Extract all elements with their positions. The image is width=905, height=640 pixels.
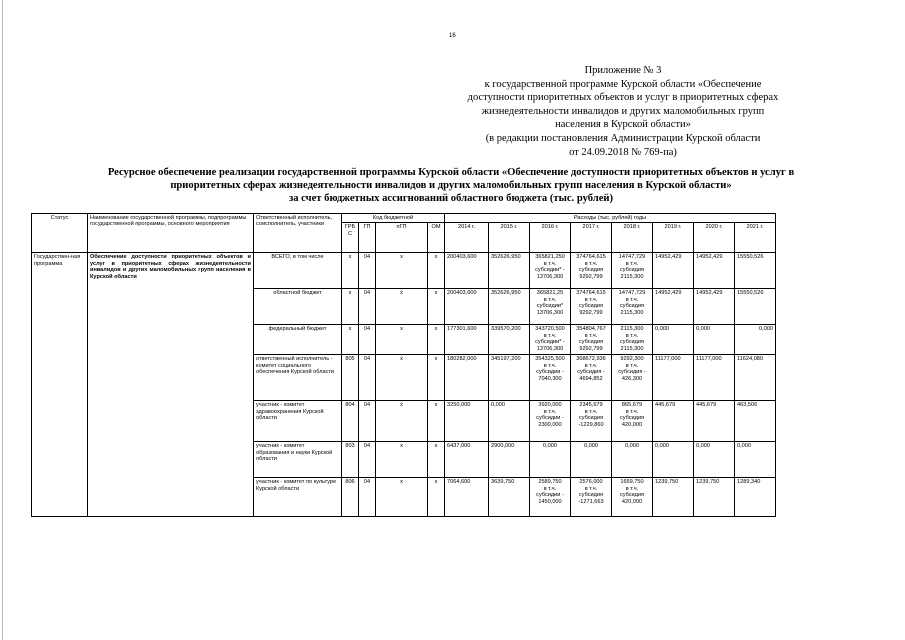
value-2017-note: в т.ч. субсидия 9292,799 (578, 296, 604, 316)
value-2020: 445,679 (694, 401, 735, 442)
value-2018-note: в т.ч. субсидия - 426,300 (618, 362, 646, 382)
value-2017 (571, 478, 612, 517)
om-cell: x (428, 442, 445, 478)
value-2016 (530, 325, 571, 355)
pgp-cell: x (376, 442, 428, 478)
gp-cell: 04 (359, 401, 376, 442)
pgp-cell: x (376, 325, 428, 355)
value-2020: 0,000 (694, 325, 735, 355)
value-2021: 1289,340 (735, 478, 776, 517)
value-2018 (612, 401, 653, 442)
value-2016-amount: 3920,000 (538, 402, 562, 409)
grbs-cell: x (342, 253, 359, 289)
value-2017-amount: 374764,615 (576, 254, 606, 261)
executor-cell: ответственный исполнитель - комитет социального обеспечения Курской области (254, 355, 342, 401)
value-2014: 200403,600 (445, 253, 489, 289)
value-2015: 339570,200 (489, 325, 530, 355)
appendix-line-2: к государственной программе Курской области «Обеспечение (484, 78, 762, 90)
value-2018-amount: 1659,750 (620, 479, 644, 486)
value-2017: 0,000 (571, 442, 612, 478)
header-status: Статус (32, 214, 88, 253)
value-2018-amount: 865,679 (621, 402, 643, 409)
executor-cell: федеральный бюджет (254, 325, 342, 355)
header-year-2017: 2017 г. (571, 223, 612, 253)
value-2018-note: в т.ч. субсидия 420,000 (619, 485, 645, 505)
pgp-cell: x (376, 289, 428, 325)
value-2017-note: в т.ч. субсидия 9292,799 (578, 332, 604, 352)
value-2017 (571, 401, 612, 442)
grbs-cell: 806 (342, 478, 359, 517)
value-2017 (571, 325, 612, 355)
value-2017-note: в т.ч. субсидия -1229,860 (578, 408, 604, 428)
value-2017 (571, 355, 612, 401)
header-year-2015: 2015 г. (489, 223, 530, 253)
header-pgp: пГП (376, 223, 428, 253)
value-2014: 180282,000 (445, 355, 489, 401)
grbs-cell: x (342, 325, 359, 355)
value-2018 (612, 253, 653, 289)
header-row-1 (32, 214, 776, 223)
value-2016-note: в т.ч. субсидии - 1450,000 (536, 485, 564, 505)
value-2018-amount: 14747,729 (618, 254, 646, 261)
header-year-2021: 2021 г. (735, 223, 776, 253)
value-2016-amount: 354325,500 (535, 356, 565, 363)
value-2019: 1239,750 (653, 478, 694, 517)
value-2017-note: в т.ч. субсидия -1271,663 (578, 485, 604, 505)
value-2018-note: в т.ч. субсидия 2115,300 (619, 260, 645, 280)
gp-cell: 04 (359, 289, 376, 325)
value-2016-note: в т.ч. субсидии* - 13706,300 (535, 332, 565, 352)
value-2018-amount: 9292,300 (620, 356, 644, 363)
om-cell: x (428, 478, 445, 517)
value-2016 (530, 253, 571, 289)
value-2017-amount: 354804,767 (576, 326, 606, 333)
grbs-cell: x (342, 289, 359, 325)
header-year-2014: 2014 г. (445, 223, 489, 253)
value-2021: 15550,526 (735, 253, 776, 289)
value-2016-note: в т.ч. субсидии - 7040,300 (536, 362, 564, 382)
value-2018-note: в т.ч. субсидия 2115,300 (619, 296, 645, 316)
header-year-2018: 2018 г. (612, 223, 653, 253)
page-number: 16 (449, 33, 456, 39)
executor-cell: областной бюджет (254, 289, 342, 325)
value-2016 (530, 401, 571, 442)
value-2021: 0,000 (735, 442, 776, 478)
value-2017-amount: 374764,615 (576, 290, 606, 297)
appendix-line-4: жизнедеятельности инвалидов и других маломобильных групп (481, 105, 765, 117)
value-2015: 352626,950 (489, 289, 530, 325)
value-2015: 2900,000 (489, 442, 530, 478)
scan-edge-line (2, 0, 3, 640)
value-2017-note: в т.ч. субсидия - 4694,852 (577, 362, 605, 382)
appendix-header (442, 64, 804, 159)
value-2020: 0,000 (694, 442, 735, 478)
header-year-2016: 2016 г. (530, 223, 571, 253)
value-2019: 0,000 (653, 325, 694, 355)
header-year-2020: 2020 г. (694, 223, 735, 253)
executor-cell: участник - комитет по культуре Курской области (254, 478, 342, 517)
header-year-2019: 2019 г. (653, 223, 694, 253)
value-2020: 14952,429 (694, 253, 735, 289)
value-2018 (612, 355, 653, 401)
grbs-cell: 803 (342, 442, 359, 478)
pgp-cell: x (376, 478, 428, 517)
header-expenses: Расходы (тыс. рублей) годы (445, 214, 776, 223)
title-line-1: Ресурсное обеспечение реализации государственной программы Курской области «Обеспечение доступности приоритетных объектов и услуг в (107, 167, 795, 178)
value-2016 (530, 478, 571, 517)
value-2019: 14952,429 (653, 253, 694, 289)
executor-cell: ВСЕГО, в том числе (254, 253, 342, 289)
value-2017 (571, 253, 612, 289)
value-2018-note: в т.ч. субсидия 420,000 (619, 408, 645, 428)
value-2014: 177301,600 (445, 325, 489, 355)
table-row (32, 253, 776, 289)
value-2014: 7064,600 (445, 478, 489, 517)
program-name-cell: Обеспечение доступности приоритетных объектов и услуг в приоритетных сферах жизнедеятельности инвалидов и других маломобильных групп населения в Курской области (88, 253, 254, 517)
value-2018: 0,000 (612, 442, 653, 478)
appendix-line-5: населения в Курской области» (555, 119, 691, 131)
value-2014: 3250,000 (445, 401, 489, 442)
value-2016-note: в т.ч. субсидии* - 13706,300 (535, 260, 565, 280)
value-2017-amount: 2576,000 (579, 479, 603, 486)
title-line-3: за счет бюджетных ассигнований областного бюджета (тыс. рублей) (288, 193, 614, 205)
value-2017-amount: 368672,936 (576, 356, 606, 363)
value-2021: 463,506 (735, 401, 776, 442)
gp-cell: 04 (359, 325, 376, 355)
resource-table (31, 213, 776, 517)
value-2015: 0,000 (489, 401, 530, 442)
value-2015: 345197,200 (489, 355, 530, 401)
value-2017-amount: 2345,679 (579, 402, 603, 409)
value-2014: 6437,000 (445, 442, 489, 478)
value-2017 (571, 289, 612, 325)
appendix-line-6: (в редакции постановления Администрации Курской области (485, 132, 761, 144)
header-om: ОМ (428, 223, 445, 253)
value-2014: 200403,600 (445, 289, 489, 325)
value-2021: 11624,080 (735, 355, 776, 401)
value-2021: 0,000 (735, 325, 776, 355)
header-gp: ГП (359, 223, 376, 253)
value-2016-note: в т.ч. субсидии - 2300,000 (536, 408, 564, 428)
value-2017-note: в т.ч. субсидия 9292,799 (578, 260, 604, 280)
om-cell: x (428, 401, 445, 442)
value-2019: 445,679 (653, 401, 694, 442)
value-2019: 0,000 (653, 442, 694, 478)
grbs-cell: 804 (342, 401, 359, 442)
value-2016-amount: 365821,250 (535, 254, 565, 261)
value-2018 (612, 478, 653, 517)
value-2020: 1239,750 (694, 478, 735, 517)
om-cell: x (428, 325, 445, 355)
om-cell: x (428, 355, 445, 401)
value-2018-amount: 2115,300 (620, 326, 644, 333)
header-budget-code: Код бюджетной (342, 214, 445, 223)
value-2015: 3639,750 (489, 478, 530, 517)
value-2016-amount: 365821,25 (536, 290, 564, 297)
gp-cell: 04 (359, 442, 376, 478)
value-2018-amount: 14747,729 (618, 290, 646, 297)
pgp-cell: x (376, 253, 428, 289)
gp-cell: 04 (359, 355, 376, 401)
status-cell: Государствен-ная программа (32, 253, 88, 517)
value-2016 (530, 355, 571, 401)
value-2018 (612, 325, 653, 355)
header-executor: Ответственный исполнитель, соисполнитель, участники (254, 214, 342, 253)
title-line-2: приоритетных сферах жизнедеятельности инвалидов и других маломобильных групп населения в Курской области» (170, 180, 732, 192)
value-2016 (530, 289, 571, 325)
value-2018 (612, 289, 653, 325)
value-2016-amount: 2589,750 (538, 479, 562, 486)
appendix-line-7: от 24.09.2018 № 769-па) (569, 146, 677, 158)
executor-cell: участник - комитет здравоохранения Курской области (254, 401, 342, 442)
header-name: Наименование государственной программы, подпрограммы государственной программы, основного мероприятия (88, 214, 254, 253)
pgp-cell: x (376, 401, 428, 442)
value-2020: 11177,000 (694, 355, 735, 401)
value-2016-note: в т.ч. субсидии* 13706,300 (536, 296, 564, 316)
grbs-cell: 805 (342, 355, 359, 401)
om-cell: x (428, 253, 445, 289)
value-2015: 352626,950 (489, 253, 530, 289)
value-2016: 0,000 (530, 442, 571, 478)
value-2021: 15550,526 (735, 289, 776, 325)
appendix-line-3: доступности приоритетных объектов и услуг в приоритетных сферах (467, 92, 779, 104)
pgp-cell: x (376, 355, 428, 401)
appendix-line-1: Приложение № 3 (584, 65, 662, 76)
value-2019: 14952,429 (653, 289, 694, 325)
value-2018-note: в т.ч. субсидия 2115,300 (619, 332, 645, 352)
document-title (20, 166, 882, 206)
gp-cell: 04 (359, 478, 376, 517)
value-2019: 11177,000 (653, 355, 694, 401)
om-cell: x (428, 289, 445, 325)
value-2020: 14952,429 (694, 289, 735, 325)
value-2016-amount: 343720,500 (535, 326, 565, 333)
gp-cell: 04 (359, 253, 376, 289)
executor-cell: участник - комитет образования и науки Курской области (254, 442, 342, 478)
header-grbs: ГРБ С (342, 223, 359, 253)
